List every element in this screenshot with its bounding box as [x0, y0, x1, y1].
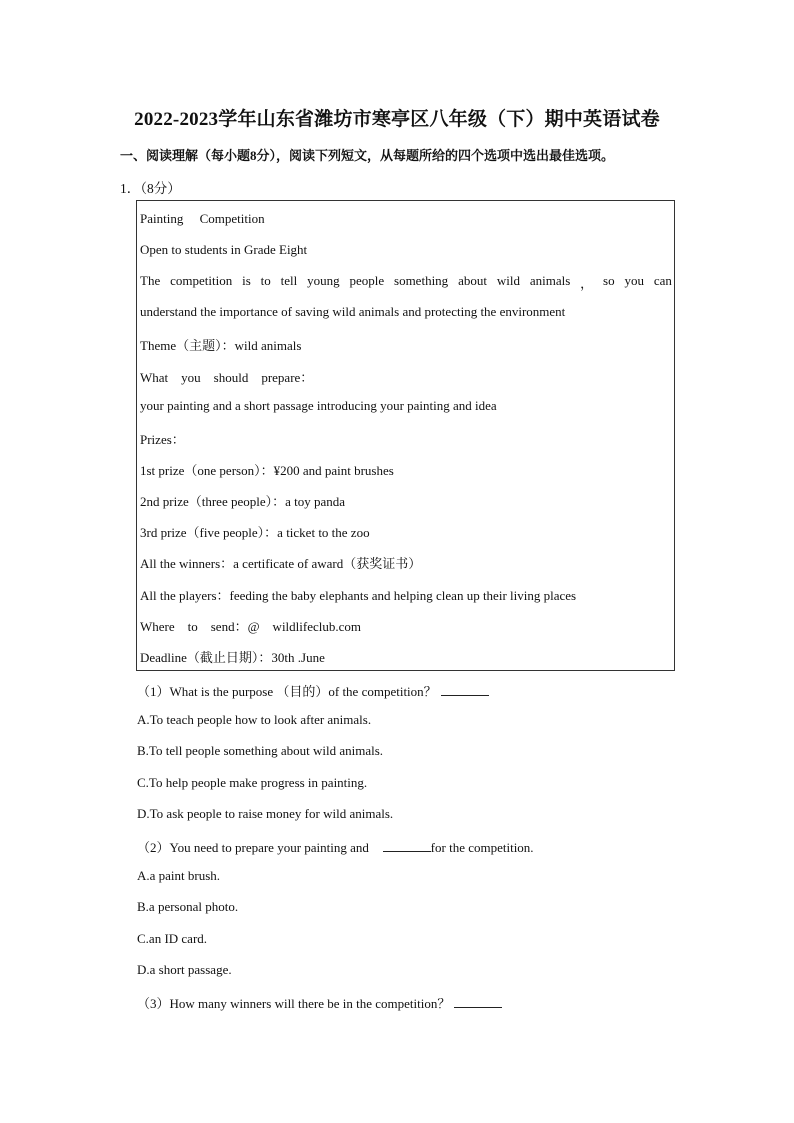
- notice-line: All the players：feeding the baby elephants and helping clean up their living places: [140, 588, 577, 603]
- notice-line: All the winners：a certificate of award（获奖证书）: [140, 556, 422, 571]
- option-a: A.To teach people how to look after animals.: [137, 712, 372, 727]
- word: ，: [580, 276, 594, 291]
- word: wild: [496, 273, 520, 288]
- word: The: [140, 273, 161, 288]
- option-b: B.a personal photo.: [137, 899, 239, 914]
- option-d: D.To ask people to raise money for wild animals.: [137, 806, 394, 821]
- word: to: [260, 273, 271, 288]
- option-a: A.a paint brush.: [137, 868, 221, 883]
- word: animals: [529, 273, 571, 288]
- notice-box: [136, 200, 675, 671]
- notice-title: [140, 211, 265, 227]
- notice-title-b: Competition: [199, 211, 265, 226]
- section-heading: 一、阅读理解（每小题8分），阅读下列短文，从每题所给的四个选项中选出最佳选项。: [120, 148, 615, 163]
- notice-line: your painting and a short passage introducing your painting and idea: [140, 398, 497, 413]
- word: tell: [280, 273, 298, 288]
- notice-title-a: Painting: [140, 211, 184, 226]
- notice-line: 2nd prize（three people）：a toy panda: [140, 494, 346, 509]
- word: is: [242, 273, 251, 288]
- word: competition: [170, 273, 233, 288]
- option-b: B.To tell people something about wild animals.: [137, 743, 384, 758]
- answer-blank[interactable]: [383, 840, 431, 852]
- word: so: [603, 273, 615, 288]
- answer-blank[interactable]: [441, 684, 489, 696]
- question-3-stem: [137, 993, 502, 1012]
- word: something: [394, 273, 449, 288]
- notice-line: Prizes：: [140, 432, 185, 447]
- question-2-text-a: （2）You need to prepare your painting and: [137, 840, 369, 855]
- question-2-stem: [137, 837, 534, 856]
- exam-title: 2022-2023学年山东省潍坊市寒亭区八年级（下）期中英语试卷: [134, 109, 660, 130]
- notice-line: Deadline（截止日期）：30th .June: [140, 650, 325, 665]
- answer-blank[interactable]: [454, 996, 502, 1008]
- word: people: [349, 273, 385, 288]
- option-c: C.To help people make progress in painting.: [137, 775, 368, 790]
- notice-line: Open to students in Grade Eight: [140, 242, 308, 257]
- notice-line: Theme（主题）：wild animals: [140, 338, 302, 353]
- word: can: [653, 273, 672, 288]
- notice-line: 3rd prize（five people）：a ticket to the zoo: [140, 525, 370, 540]
- question-3-text: （3）How many winners will there be in the competition？: [137, 996, 451, 1011]
- notice-line: Where to send：@ wildlifeclub.com: [140, 619, 362, 634]
- option-c: C.an ID card.: [137, 931, 208, 946]
- question-number: 1．（8分）: [120, 181, 181, 196]
- notice-line-justified: [140, 273, 672, 292]
- word: young: [307, 273, 340, 288]
- notice-line: 1st prize（one person）：¥200 and paint brushes: [140, 463, 394, 478]
- question-1-text: （1）What is the purpose （目的）of the competition？: [137, 684, 437, 699]
- notice-line: understand the importance of saving wild animals and protecting the environment: [140, 304, 566, 319]
- question-1-stem: [137, 681, 489, 700]
- option-d: D.a short passage.: [137, 962, 232, 977]
- word: about: [458, 273, 487, 288]
- word: you: [624, 273, 644, 288]
- question-2-text-b: for the competition.: [430, 840, 534, 855]
- notice-line: What you should prepare：: [140, 370, 314, 385]
